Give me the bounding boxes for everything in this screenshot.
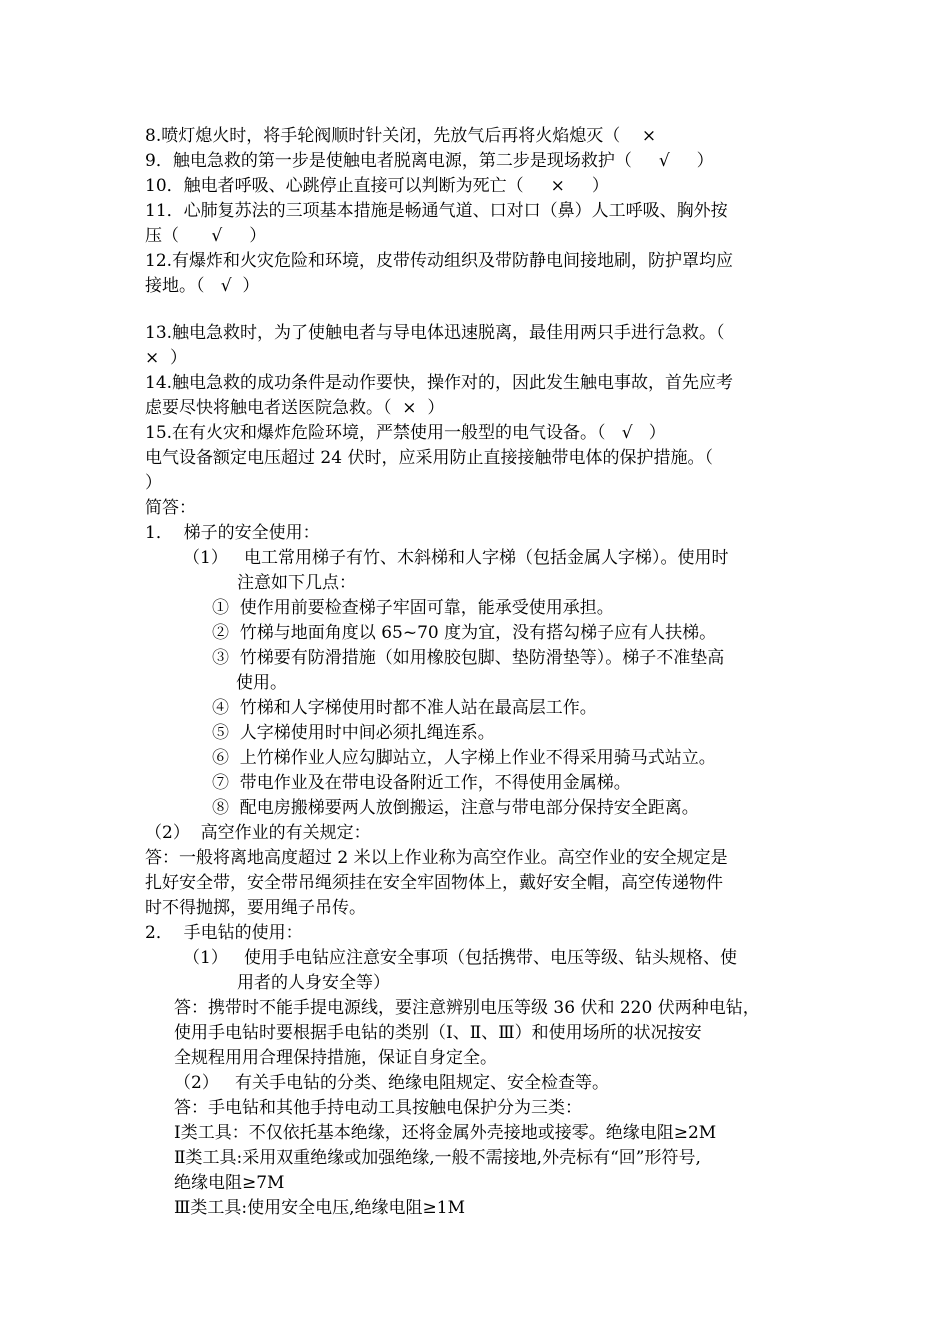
q1-answer2-line2: 扎好安全带，安全带吊绳须挂在安全牢固物体上，戴好安全帽，高空传递物件	[145, 873, 723, 893]
tf-item-11-line1: 11．心肺复苏法的三项基本措施是畅通气道、口对口（鼻）人工呼吸、胸外按	[145, 201, 728, 221]
q1-title: 1． 梯子的安全使用：	[145, 523, 320, 543]
ladder-rule-3	[212, 646, 813, 696]
q2-part1-line1: （1） 使用手电钻应注意安全事项（包括携带、电压等级、钻头规格、使	[183, 948, 738, 968]
q2-answer1-line1: 答：携带时不能手提电源线，要注意辨别电压等级 36 伏和 220 伏两种电钻，	[174, 998, 760, 1018]
tf-item-13-line2: × ）	[145, 348, 188, 368]
ladder-rule-1: ① 使作用前要检查梯子牢固可靠，能承受使用承担。	[212, 598, 614, 618]
tf-item-14	[145, 371, 813, 421]
q2-answer1-line2: 使用手电钻时要根据手电钻的类别（Ⅰ、Ⅱ、Ⅲ）和使用场所的状况按安	[174, 1023, 702, 1043]
q2-answer2-line4: 绝缘电阻≥7M	[174, 1173, 285, 1193]
ladder-rule-3-line2: 使用。	[236, 673, 287, 693]
ladder-rule-5: ⑤ 人字梯使用时中间必须扎绳连系。	[212, 723, 495, 743]
tf-item-15: 15.在有火灾和爆炸危险环境，严禁使用一般型的电气设备。（ √ ）	[145, 423, 666, 443]
ladder-rule-2: ② 竹梯与地面角度以 65~70 度为宜，没有搭勾梯子应有人扶梯。	[212, 623, 717, 643]
q2-answer2-line3: Ⅱ类工具:采用双重绝缘或加强绝缘,一般不需接地,外壳标有“回”形符号,	[174, 1148, 701, 1168]
tf-item-8: 8.喷灯熄火时，将手轮阀顺时针关闭，先放气后再将火焰熄灭（ ×	[145, 126, 657, 146]
tf-item-11-line2: 压（ √ ）	[145, 226, 267, 246]
tf-item-11	[145, 199, 813, 249]
tf-item-10: 10．触电者呼吸、心跳停止直接可以判断为死亡（ × ）	[145, 176, 609, 196]
q2-answer1-line3: 全规程用用合理保持措施，保证自身定全。	[174, 1048, 497, 1068]
q1-part2: （2） 高空作业的有关规定：	[145, 823, 371, 843]
q1-answer2-line3: 时不得抛掷，要用绳子吊传。	[145, 898, 366, 918]
paragraph-gap	[145, 299, 813, 321]
q2-part2: （2） 有关手电钻的分类、绝缘电阻规定、安全检查等。	[174, 1073, 610, 1093]
ladder-rule-3-line1: ③ 竹梯要有防滑措施（如用橡胶包脚、垫防滑垫等）。梯子不准垫高	[212, 648, 725, 668]
tf-item-14-line2: 虑要尽快将触电者送医院急救。（ × ）	[145, 398, 445, 418]
q1-part1	[145, 546, 813, 596]
tf-item-16	[145, 446, 813, 496]
q1-part1-line2: 注意如下几点：	[237, 573, 356, 593]
q2-answer2-line5: Ⅲ类工具:使用安全电压,绝缘电阻≥1M	[174, 1198, 465, 1218]
ladder-rule-6: ⑥ 上竹梯作业人应勾脚站立，人字梯上作业不得采用骑马式站立。	[212, 748, 716, 768]
q2-answer2	[145, 1096, 813, 1221]
tf-item-14-line1: 14.触电急救的成功条件是动作要快，操作对的，因此发生触电事故，首先应考	[145, 373, 734, 393]
tf-item-12	[145, 249, 813, 299]
q1-answer2-line1: 答：一般将离地高度超过 2 米以上作业称为高空作业。高空作业的安全规定是	[145, 848, 728, 868]
tf-item-16-line1: 电气设备额定电压超过 24 伏时，应采用防止直接接触带电体的保护措施。（	[145, 448, 713, 468]
q1-answer2	[145, 846, 813, 921]
tf-item-16-line2: ）	[145, 473, 162, 493]
ladder-rule-7: ⑦ 带电作业及在带电设备附近工作，不得使用金属梯。	[212, 773, 631, 793]
ladder-rule-4: ④ 竹梯和人字梯使用时都不准人站在最高层工作。	[212, 698, 597, 718]
tf-item-13-line1: 13.触电急救时，为了使触电者与导电体迅速脱离，最佳用两只手进行急救。（	[145, 323, 725, 343]
q2-title: 2． 手电钻的使用：	[145, 923, 303, 943]
q1-part1-line1: （1） 电工常用梯子有竹、木斜梯和人字梯（包括金属人字梯）。使用时	[183, 548, 729, 568]
ladder-rule-8: ⑧ 配电房搬梯要两人放倒搬运，注意与带电部分保持安全距离。	[212, 798, 699, 818]
q2-answer2-line1: 答：手电钻和其他手持电动工具按触电保护分为三类：	[174, 1098, 582, 1118]
tf-item-12-line2: 接地。（ √ ）	[145, 276, 260, 296]
tf-item-9: 9．触电急救的第一步是使触电者脱离电源，第二步是现场救护（ √ ）	[145, 151, 714, 171]
short-answer-heading: 简答：	[145, 498, 196, 518]
q2-answer2-line2: Ⅰ类工具：不仅依托基本绝缘，还将金属外壳接地或接零。绝缘电阻≥2M	[174, 1123, 717, 1143]
q2-answer1	[145, 996, 813, 1071]
q2-part1-line2: 用者的人身安全等）	[237, 973, 390, 993]
tf-item-12-line1: 12.有爆炸和火灾危险和环境，皮带传动组织及带防静电间接地刷，防护罩均应	[145, 251, 734, 271]
q2-part1	[145, 946, 813, 996]
document-body	[145, 124, 813, 1221]
ladder-rules-list	[145, 596, 813, 821]
tf-item-13	[145, 321, 813, 371]
